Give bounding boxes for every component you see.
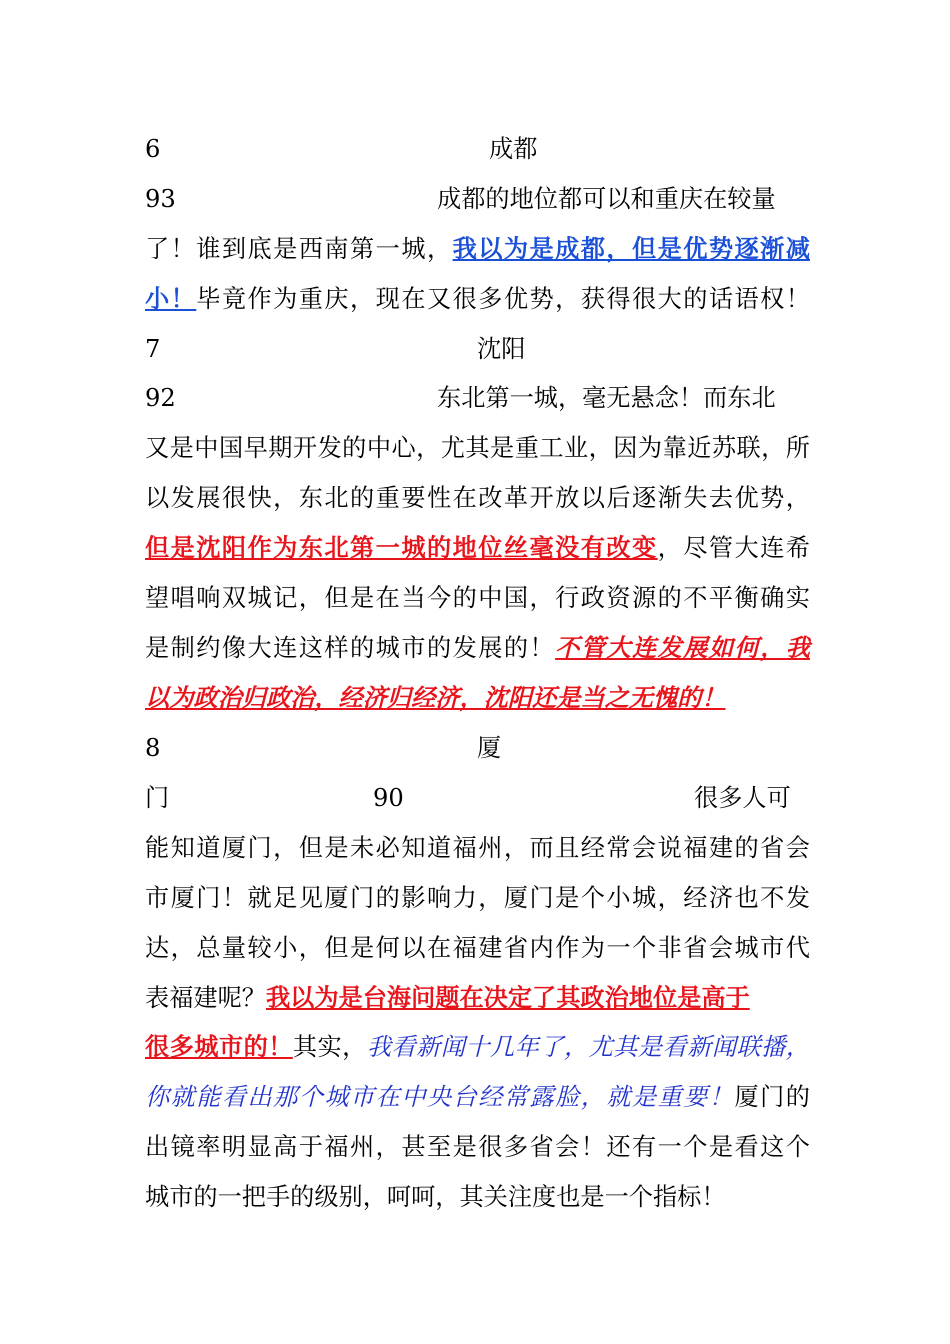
highlight-text: 小！: [145, 284, 197, 313]
highlight-text: 不管大连发展如何，我: [555, 633, 810, 662]
paragraph-line: [145, 531, 810, 565]
score: 90: [373, 784, 404, 812]
body-text: 望唱响双城记，但是在当今的中国，行政资源的不平衡确实: [145, 584, 810, 612]
body-text: 以发展很快，东北的重要性在改革开放以后逐渐失去优势，: [145, 484, 810, 512]
highlight-text: 我以为是台海问题在决定了其政治地位是高于: [265, 983, 750, 1012]
body-text: 东北第一城，毫无悬念！而东北: [437, 384, 776, 412]
paragraph-line: [145, 1180, 810, 1214]
body-text: 了！谁到底是西南第一城，: [145, 235, 453, 263]
paragraph-line: [145, 1030, 810, 1064]
city-name: 门: [145, 784, 170, 812]
score-line: [145, 182, 810, 216]
rank-number: 8: [145, 734, 161, 762]
city-name: 成都: [489, 135, 538, 163]
body-text: 毕竟作为重庆，现在又很多优势，获得很大的话语权！: [196, 285, 810, 313]
paragraph-line: [145, 481, 810, 515]
body-text: 达，总量较小，但是何以在福建省内作为一个非省会城市代: [145, 934, 810, 962]
score: 92: [145, 384, 176, 412]
body-text: 其实，: [292, 1033, 367, 1061]
paragraph-line: [145, 981, 810, 1015]
body-text: 城市的一把手的级别，呵呵，其关注度也是一个指标！: [145, 1183, 726, 1211]
body-text: 又是中国早期开发的中心，尤其是重工业，因为靠近苏联，所: [145, 434, 810, 462]
city-name: 厦: [477, 734, 502, 762]
paragraph-line: [145, 232, 810, 266]
paragraph-line: [145, 831, 810, 865]
city-name: 沈阳: [477, 335, 526, 363]
rank-line: [145, 132, 810, 166]
paragraph-line: [145, 931, 810, 965]
body-text: 是制约像大连这样的城市的发展的！: [145, 634, 556, 662]
body-text: 表福建呢？: [145, 984, 266, 1012]
italic-text: 你就能看出那个城市在中央台经常露脸，就是重要！: [145, 1083, 735, 1111]
paragraph-line: [145, 1080, 810, 1114]
paragraph-line: [145, 681, 810, 715]
paragraph-line: [145, 431, 810, 465]
paragraph-line: [145, 581, 810, 615]
paragraph-line: [145, 1130, 810, 1164]
paragraph-line: [145, 881, 810, 915]
italic-text: 我看新闻十几年了，尤其是看新闻联播，: [366, 1033, 810, 1061]
highlight-text: 但是沈阳作为东北第一城的地位丝毫没有改变: [145, 533, 658, 562]
body-text: 很多人可: [694, 784, 791, 812]
body-text: 成都的地位都可以和重庆在较量: [437, 185, 776, 213]
highlight-text: 以为政治归政治，经济归经济，沈阳还是当之无愧的！: [145, 683, 726, 712]
body-text: 能知道厦门，但是未必知道福州，而且经常会说福建的省会: [145, 834, 810, 862]
paragraph-line: [145, 282, 810, 316]
body-text: ，尽管大连希: [657, 534, 810, 562]
score-line: [145, 381, 810, 415]
body-text: 市厦门！就足见厦门的影响力，厦门是个小城，经济也不发: [145, 884, 810, 912]
rank-line: [145, 332, 810, 366]
rank-number: 7: [145, 335, 161, 363]
highlight-text: 我以为是成都，但是优势逐渐减: [452, 234, 810, 263]
score-line: [145, 781, 810, 815]
body-text: 出镜率明显高于福州，甚至是很多省会！还有一个是看这个: [145, 1133, 810, 1161]
paragraph-line: [145, 631, 810, 665]
rank-line: [145, 731, 810, 765]
rank-number: 6: [145, 135, 161, 163]
body-text: 厦门的: [734, 1083, 810, 1111]
highlight-text: 很多城市的！: [145, 1032, 293, 1061]
score: 93: [145, 185, 176, 213]
